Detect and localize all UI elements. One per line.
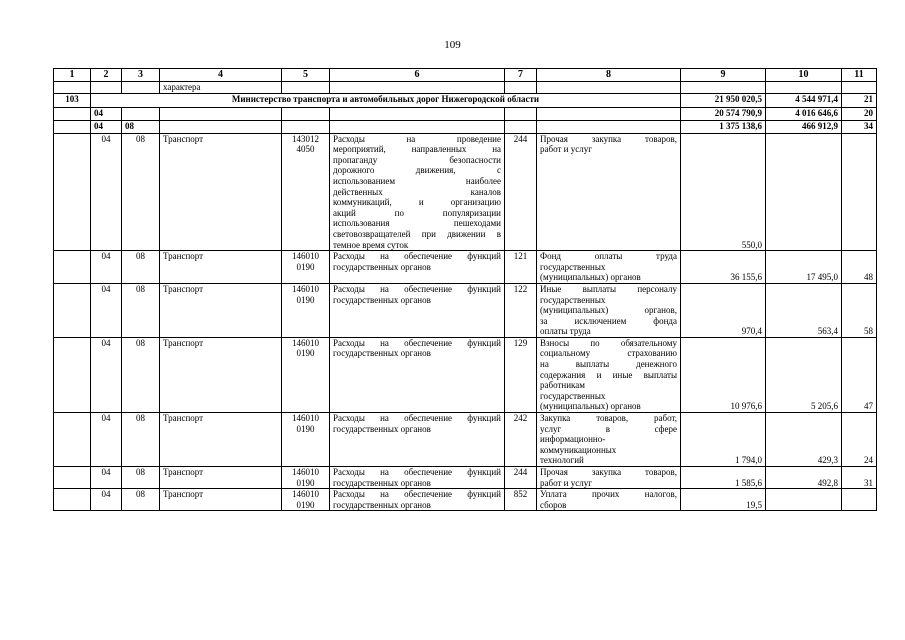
description-line: действенных каналов bbox=[333, 186, 501, 197]
row-target-code bbox=[282, 337, 330, 412]
row-section-code: 04 bbox=[91, 413, 122, 467]
table-row bbox=[54, 467, 877, 489]
row-target-code bbox=[282, 283, 330, 337]
ministry-row bbox=[54, 93, 877, 107]
row-expense-name bbox=[537, 251, 681, 284]
row-expense-name bbox=[537, 467, 681, 489]
section-plan: 20 574 790,9 bbox=[681, 107, 766, 120]
expense-name-line: государственных bbox=[540, 261, 606, 272]
row-plan: 550,0 bbox=[681, 133, 766, 251]
target-code-line: 146010 bbox=[292, 413, 319, 424]
description-line: Расходы на обеспечение функций bbox=[333, 467, 501, 477]
row-name: Транспорт bbox=[160, 413, 282, 467]
column-header: 3 bbox=[122, 69, 160, 82]
subsection-code: 04 bbox=[91, 120, 122, 133]
expense-name-line: (муниципальных) органов, bbox=[540, 305, 677, 316]
table-row bbox=[54, 413, 877, 467]
column-header: 1 bbox=[54, 69, 91, 82]
row-percent bbox=[842, 133, 877, 251]
description-line: дорожного движения, с bbox=[333, 165, 501, 176]
description-line: акций по популяризации bbox=[333, 207, 501, 218]
row-section-code: 04 bbox=[91, 133, 122, 251]
row-description bbox=[330, 337, 505, 412]
row-expense-name bbox=[537, 413, 681, 467]
subsection-subcode: 08 bbox=[122, 120, 160, 133]
table-row bbox=[54, 283, 877, 337]
row-percent: 58 bbox=[842, 283, 877, 337]
budget-table bbox=[53, 68, 877, 511]
column-header: 5 bbox=[282, 69, 330, 82]
column-header: 6 bbox=[330, 69, 505, 82]
row-empty-cell bbox=[54, 283, 91, 337]
expense-name-line: работникам bbox=[540, 380, 585, 391]
table-row bbox=[54, 337, 877, 412]
row-percent: 24 bbox=[842, 413, 877, 467]
continuation-row bbox=[54, 82, 877, 94]
row-expense-type: 129 bbox=[505, 337, 537, 412]
target-code-line: 0190 bbox=[296, 294, 315, 305]
expense-name-line: технологий bbox=[540, 455, 584, 466]
subsection-plan: 1 375 138,6 bbox=[681, 120, 766, 133]
expense-name-line: работ и услуг bbox=[540, 477, 592, 488]
description-line: государственных органов bbox=[333, 294, 431, 305]
row-empty-cell bbox=[54, 413, 91, 467]
row-plan: 19,5 bbox=[681, 489, 766, 511]
column-header: 4 bbox=[160, 69, 282, 82]
section-percent: 20 bbox=[842, 107, 877, 120]
expense-name-line: работ и услуг bbox=[540, 144, 592, 155]
expense-name-line: Уплата прочих налогов, bbox=[540, 489, 677, 500]
row-actual: 492,8 bbox=[766, 467, 842, 489]
row-target-code bbox=[282, 413, 330, 467]
column-header: 2 bbox=[91, 69, 122, 82]
row-expense-name bbox=[537, 283, 681, 337]
row-actual: 429,3 bbox=[766, 413, 842, 467]
ministry-name: Министерство транспорта и автомобильных дорог Нижегородской области bbox=[91, 93, 681, 107]
target-code-line: 0190 bbox=[296, 261, 315, 272]
ministry-code: 103 bbox=[54, 93, 91, 107]
row-plan: 1 794,0 bbox=[681, 413, 766, 467]
expense-name-line: (муниципальных) органов bbox=[540, 272, 641, 283]
row-name: Транспорт bbox=[160, 467, 282, 489]
ministry-actual: 4 544 971,4 bbox=[766, 93, 842, 107]
continuation-text: характера bbox=[160, 82, 282, 94]
description-line: государственных органов bbox=[333, 423, 431, 434]
target-code-line: 146010 bbox=[292, 283, 319, 294]
row-percent: 31 bbox=[842, 467, 877, 489]
row-expense-name bbox=[537, 489, 681, 511]
column-header: 11 bbox=[842, 69, 877, 82]
description-line: использования пешеходами bbox=[333, 218, 501, 229]
row-target-code bbox=[282, 133, 330, 251]
row-expense-type: 121 bbox=[505, 251, 537, 284]
table-row bbox=[54, 489, 877, 511]
row-actual bbox=[766, 489, 842, 511]
expense-name-line: оплаты труда bbox=[540, 326, 591, 337]
column-header: 9 bbox=[681, 69, 766, 82]
subsection-row bbox=[54, 120, 877, 133]
description-line: государственных органов bbox=[333, 261, 431, 272]
description-line: коммуникаций, и организацию bbox=[333, 197, 501, 208]
description-line: государственных органов bbox=[333, 348, 431, 359]
expense-name-line: сборов bbox=[540, 499, 567, 510]
description-line: мероприятий, направленных на bbox=[333, 144, 501, 155]
row-description bbox=[330, 489, 505, 511]
description-line: Расходы на обеспечение функций bbox=[333, 413, 501, 424]
target-code-line: 146010 bbox=[292, 467, 319, 477]
description-line: Расходы на обеспечение функций bbox=[333, 251, 501, 262]
row-subsection-code: 08 bbox=[122, 413, 160, 467]
expense-name-line: государственных bbox=[540, 390, 606, 401]
expense-name-line: за исключением фонда bbox=[540, 315, 677, 326]
row-description bbox=[330, 133, 505, 251]
subsection-actual: 466 912,9 bbox=[766, 120, 842, 133]
row-name: Транспорт bbox=[160, 251, 282, 284]
description-line: Расходы на обеспечение функций bbox=[333, 489, 501, 500]
description-line: пропаганду безопасности bbox=[333, 154, 501, 165]
description-line: Расходы на проведение bbox=[333, 133, 501, 144]
description-line: Расходы на обеспечение функций bbox=[333, 337, 501, 348]
target-code-line: 4050 bbox=[296, 144, 315, 155]
description-line: Расходы на обеспечение функций bbox=[333, 283, 501, 294]
table-row bbox=[54, 251, 877, 284]
row-subsection-code: 08 bbox=[122, 489, 160, 511]
target-code-line: 146010 bbox=[292, 489, 319, 500]
row-description bbox=[330, 251, 505, 284]
expense-name-line: социальному страхованию bbox=[540, 348, 677, 359]
description-line: использованием наиболее bbox=[333, 175, 501, 186]
description-line: световозвращателей при движении в bbox=[333, 228, 501, 239]
expense-name-line: Взносы по обязательному bbox=[540, 337, 677, 348]
row-description bbox=[330, 413, 505, 467]
description-line: темное время суток bbox=[333, 239, 409, 250]
target-code-line: 146010 bbox=[292, 337, 319, 348]
expense-name-line: Закупка товаров, работ, bbox=[540, 413, 677, 424]
row-actual: 5 205,6 bbox=[766, 337, 842, 412]
column-header: 7 bbox=[505, 69, 537, 82]
row-name: Транспорт bbox=[160, 133, 282, 251]
description-line: государственных органов bbox=[333, 477, 431, 488]
section-row bbox=[54, 107, 877, 120]
page-number: 109 bbox=[444, 39, 461, 51]
row-section-code: 04 bbox=[91, 489, 122, 511]
row-expense-type: 122 bbox=[505, 283, 537, 337]
target-code-line: 0190 bbox=[296, 423, 315, 434]
row-empty-cell bbox=[54, 251, 91, 284]
row-target-code bbox=[282, 467, 330, 489]
row-section-code: 04 bbox=[91, 467, 122, 489]
expense-name-line: содержания и иные выплаты bbox=[540, 369, 677, 380]
section-code: 04 bbox=[91, 107, 122, 120]
expense-name-line: Прочая закупка товаров, bbox=[540, 133, 677, 144]
row-plan: 36 155,6 bbox=[681, 251, 766, 284]
target-code-line: 146010 bbox=[292, 251, 319, 262]
row-expense-type: 242 bbox=[505, 413, 537, 467]
row-empty-cell bbox=[54, 489, 91, 511]
column-header: 10 bbox=[766, 69, 842, 82]
expense-name-line: Прочая закупка товаров, bbox=[540, 467, 677, 477]
subsection-percent: 34 bbox=[842, 120, 877, 133]
row-section-code: 04 bbox=[91, 283, 122, 337]
expense-name-line: Иные выплаты персоналу bbox=[540, 283, 677, 294]
ministry-percent: 21 bbox=[842, 93, 877, 107]
row-subsection-code: 08 bbox=[122, 251, 160, 284]
description-line: государственных органов bbox=[333, 499, 431, 510]
row-expense-type: 244 bbox=[505, 133, 537, 251]
row-plan: 970,4 bbox=[681, 283, 766, 337]
target-code-line: 0190 bbox=[296, 499, 315, 510]
row-expense-type: 244 bbox=[505, 467, 537, 489]
row-percent: 47 bbox=[842, 337, 877, 412]
expense-name-line: государственных bbox=[540, 294, 606, 305]
row-empty-cell bbox=[54, 337, 91, 412]
column-header-row bbox=[54, 69, 877, 82]
row-target-code bbox=[282, 489, 330, 511]
expense-name-line: Фонд оплаты труда bbox=[540, 251, 677, 262]
row-expense-name bbox=[537, 133, 681, 251]
row-plan: 10 976,6 bbox=[681, 337, 766, 412]
column-header: 8 bbox=[537, 69, 681, 82]
row-actual: 563,4 bbox=[766, 283, 842, 337]
target-code-line: 0190 bbox=[296, 477, 315, 488]
row-actual bbox=[766, 133, 842, 251]
row-plan: 1 585,6 bbox=[681, 467, 766, 489]
row-actual: 17 495,0 bbox=[766, 251, 842, 284]
row-expense-type: 852 bbox=[505, 489, 537, 511]
expense-name-line: услуг в сфере bbox=[540, 423, 677, 434]
target-code-line: 143012 bbox=[292, 133, 319, 144]
row-name: Транспорт bbox=[160, 489, 282, 511]
row-empty-cell bbox=[54, 467, 91, 489]
row-percent: 48 bbox=[842, 251, 877, 284]
row-subsection-code: 08 bbox=[122, 283, 160, 337]
expense-name-line: (муниципальных) органов bbox=[540, 401, 641, 412]
row-name: Транспорт bbox=[160, 337, 282, 412]
section-actual: 4 016 646,6 bbox=[766, 107, 842, 120]
ministry-plan: 21 950 020,5 bbox=[681, 93, 766, 107]
row-subsection-code: 08 bbox=[122, 467, 160, 489]
row-subsection-code: 08 bbox=[122, 337, 160, 412]
table-row bbox=[54, 133, 877, 251]
row-section-code: 04 bbox=[91, 251, 122, 284]
target-code-line: 0190 bbox=[296, 348, 315, 359]
row-name: Транспорт bbox=[160, 283, 282, 337]
row-percent bbox=[842, 489, 877, 511]
row-empty-cell bbox=[54, 133, 91, 251]
expense-name-line: коммуникационных bbox=[540, 444, 617, 455]
row-subsection-code: 08 bbox=[122, 133, 160, 251]
row-expense-name bbox=[537, 337, 681, 412]
row-section-code: 04 bbox=[91, 337, 122, 412]
row-target-code bbox=[282, 251, 330, 284]
expense-name-line: информационно- bbox=[540, 434, 606, 445]
expense-name-line: на выплаты денежного bbox=[540, 359, 677, 370]
row-description bbox=[330, 467, 505, 489]
row-description bbox=[330, 283, 505, 337]
